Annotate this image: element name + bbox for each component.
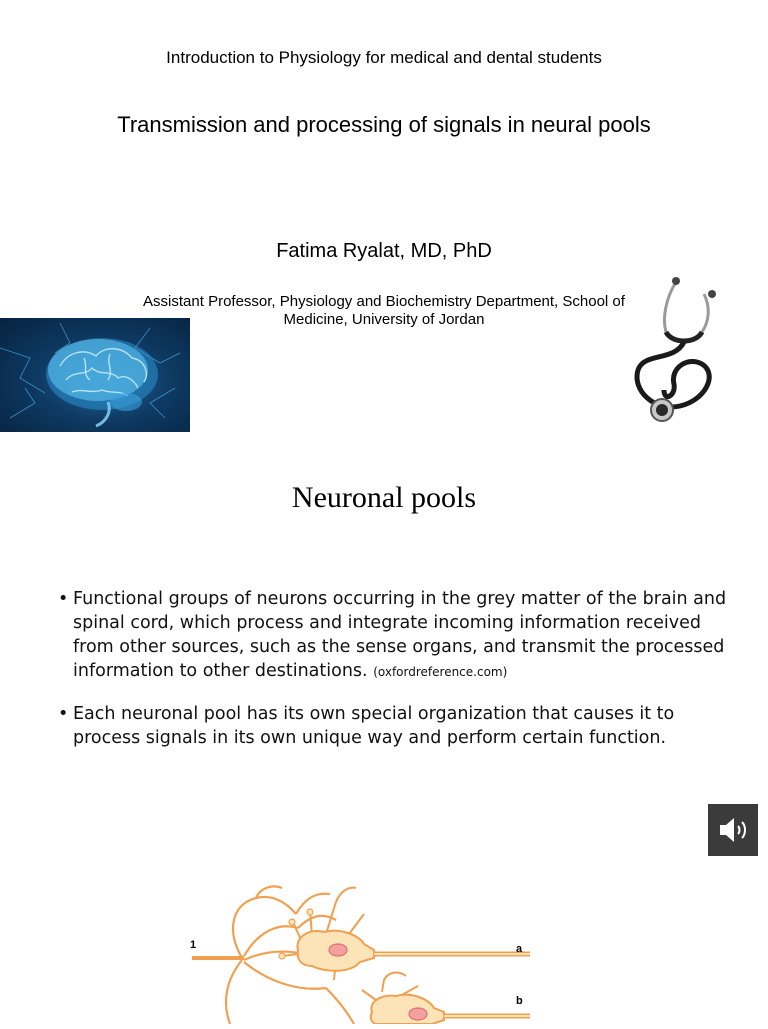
brain-image (0, 318, 190, 432)
slide-heading: Neuronal pools (291, 481, 477, 514)
lecture-title: Transmission and processing of signals in neural pools (117, 112, 651, 137)
bullet-text: Each neuronal pool has its own special organization that causes it to process signals in its own unique way and perform certain function. (73, 704, 675, 748)
brain-illustration (0, 318, 190, 432)
author-name: Fatima Ryalat, MD, PhD (276, 240, 492, 262)
stethoscope-illustration (622, 272, 726, 428)
neuron-pool-diagram (186, 880, 536, 1024)
list-item (58, 702, 728, 750)
list-item (58, 587, 728, 684)
stethoscope-image (622, 272, 726, 428)
bullet-text: Functional groups of neurons occurring in the grey matter of the brain and spinal cord, which process and integrate incoming information received from other sources, such as the sense organs, and transmit the processed information to other destinations. (73, 589, 727, 681)
neuron-b (362, 973, 530, 1024)
bullet-list (58, 587, 728, 768)
audio-play-button[interactable] (708, 804, 758, 856)
input-label: 1 (190, 939, 197, 951)
output-label-a: a (516, 943, 523, 955)
course-title: Introduction to Physiology for medical and dental students (166, 48, 602, 67)
citation: (oxfordreference.com) (373, 665, 508, 679)
speaker-icon (716, 814, 750, 846)
neuron-a (279, 888, 530, 980)
author-affiliation: Assistant Professor, Physiology and Biochemistry Department, School of Medicine, University of Jordan (143, 293, 625, 328)
output-label-b: b (516, 995, 523, 1007)
neuron-diagram-svg (186, 880, 536, 1024)
